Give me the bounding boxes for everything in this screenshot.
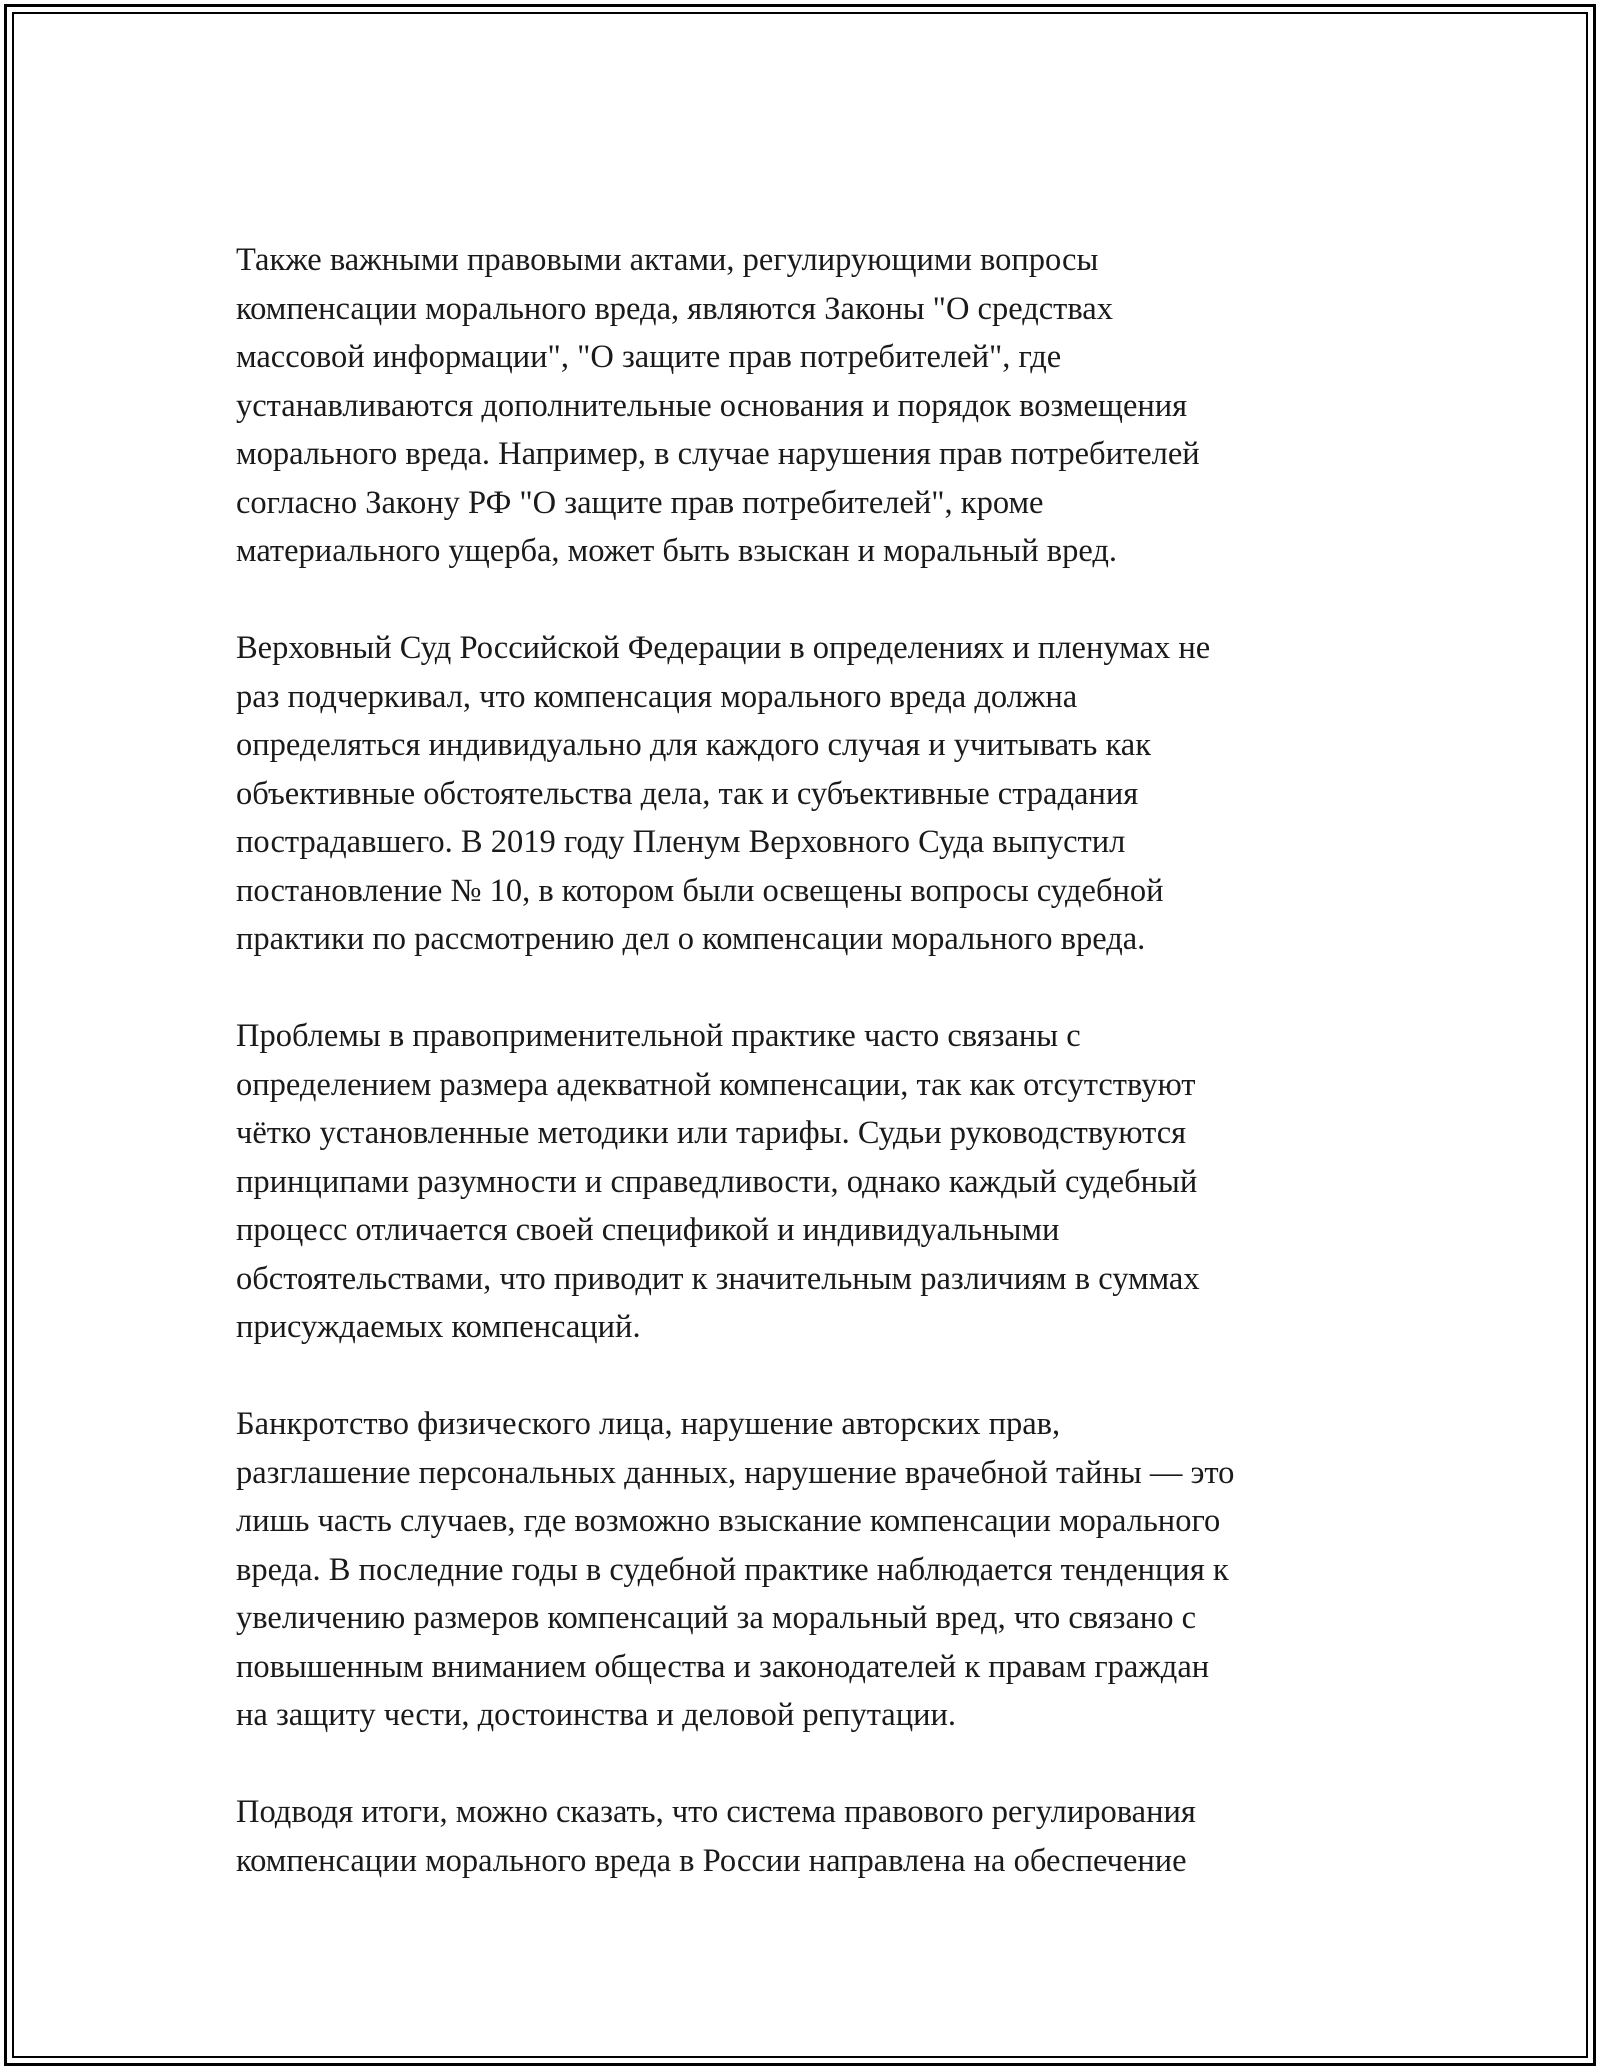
paragraph-5	[236, 1788, 1386, 1885]
paragraph-line: компенсации морального вреда в России направлена на обеспечение	[236, 1842, 1187, 1879]
paragraph-line: Верховный Суд Российской Федерации в определениях и пленумах не	[236, 630, 1211, 666]
paragraph-line: разглашение персональных данных, нарушение врачебной тайны — это	[236, 1454, 1235, 1491]
paragraph-line: повышенным вниманием общества и законодателей к правам граждан	[236, 1648, 1210, 1685]
paragraph-line: постановление № 10, в котором были освещены вопросы судебной	[236, 872, 1164, 909]
paragraph-line: морального вреда. Например, в случае нарушения прав потребителей	[236, 436, 1200, 472]
paragraph-line: на защиту чести, достоинства и деловой репутации.	[236, 1697, 957, 1733]
paragraph-line: процесс отличается своей спецификой и индивидуальными	[236, 1212, 1060, 1248]
paragraph-line: чётко установленные методики или тарифы. Судьи руководствуются	[236, 1115, 1187, 1151]
paragraph-line: объективные обстоятельства дела, так и субъективные страдания	[236, 775, 1139, 812]
paragraph-line: массовой информации", "О защите прав потребителей", где	[236, 339, 1062, 375]
paragraph-line: определением размера адекватной компенсации, так как отсутствуют	[236, 1066, 1196, 1103]
paragraph-line: материального ущерба, может быть взыскан и моральный вред.	[236, 533, 1117, 569]
paragraph-line: Проблемы в правоприменительной практике часто связаны с	[236, 1018, 1081, 1054]
paragraph-2	[236, 624, 1386, 964]
paragraph-line: раз подчеркивал, что компенсация морального вреда должна	[236, 678, 1078, 715]
paragraph-line: присуждаемых компенсаций.	[236, 1309, 641, 1345]
paragraph-3	[236, 1012, 1386, 1352]
paragraph-line: согласно Закону РФ "О защите прав потребителей", кроме	[236, 484, 1044, 521]
paragraph-line: Подводя итоги, можно сказать, что система правового регулирования	[236, 1794, 1196, 1830]
paragraph-line: пострадавшего. В 2019 году Пленум Верховного Суда выпустил	[236, 824, 1126, 860]
paragraph-line: увеличению размеров компенсаций за моральный вред, что связано с	[236, 1600, 1197, 1636]
paragraph-4	[236, 1400, 1386, 1740]
paragraph-line: вреда. В последние годы в судебной практике наблюдается тенденция к	[236, 1551, 1229, 1588]
paragraph-line: Банкротство физического лица, нарушение авторских прав,	[236, 1406, 1061, 1442]
paragraph-line: практики по рассмотрению дел о компенсации морального вреда.	[236, 921, 1146, 957]
paragraph-line: компенсации морального вреда, являются Законы "О средствах	[236, 290, 1113, 327]
paragraph-line: устанавливаются дополнительные основания и порядок возмещения	[236, 387, 1188, 424]
paragraph-line: определяться индивидуально для каждого случая и учитывать как	[236, 727, 1151, 763]
paragraph-line: обстоятельствами, что приводит к значительным различиям в суммах	[236, 1260, 1200, 1297]
paragraph-1	[236, 236, 1386, 576]
paragraph-line: Также важными правовыми актами, регулирующими вопросы	[236, 242, 1099, 278]
document-body	[236, 236, 1386, 1934]
paragraph-line: принципами разумности и справедливости, однако каждый судебный	[236, 1163, 1198, 1200]
paragraph-line: лишь часть случаев, где возможно взыскание компенсации морального	[236, 1503, 1221, 1539]
